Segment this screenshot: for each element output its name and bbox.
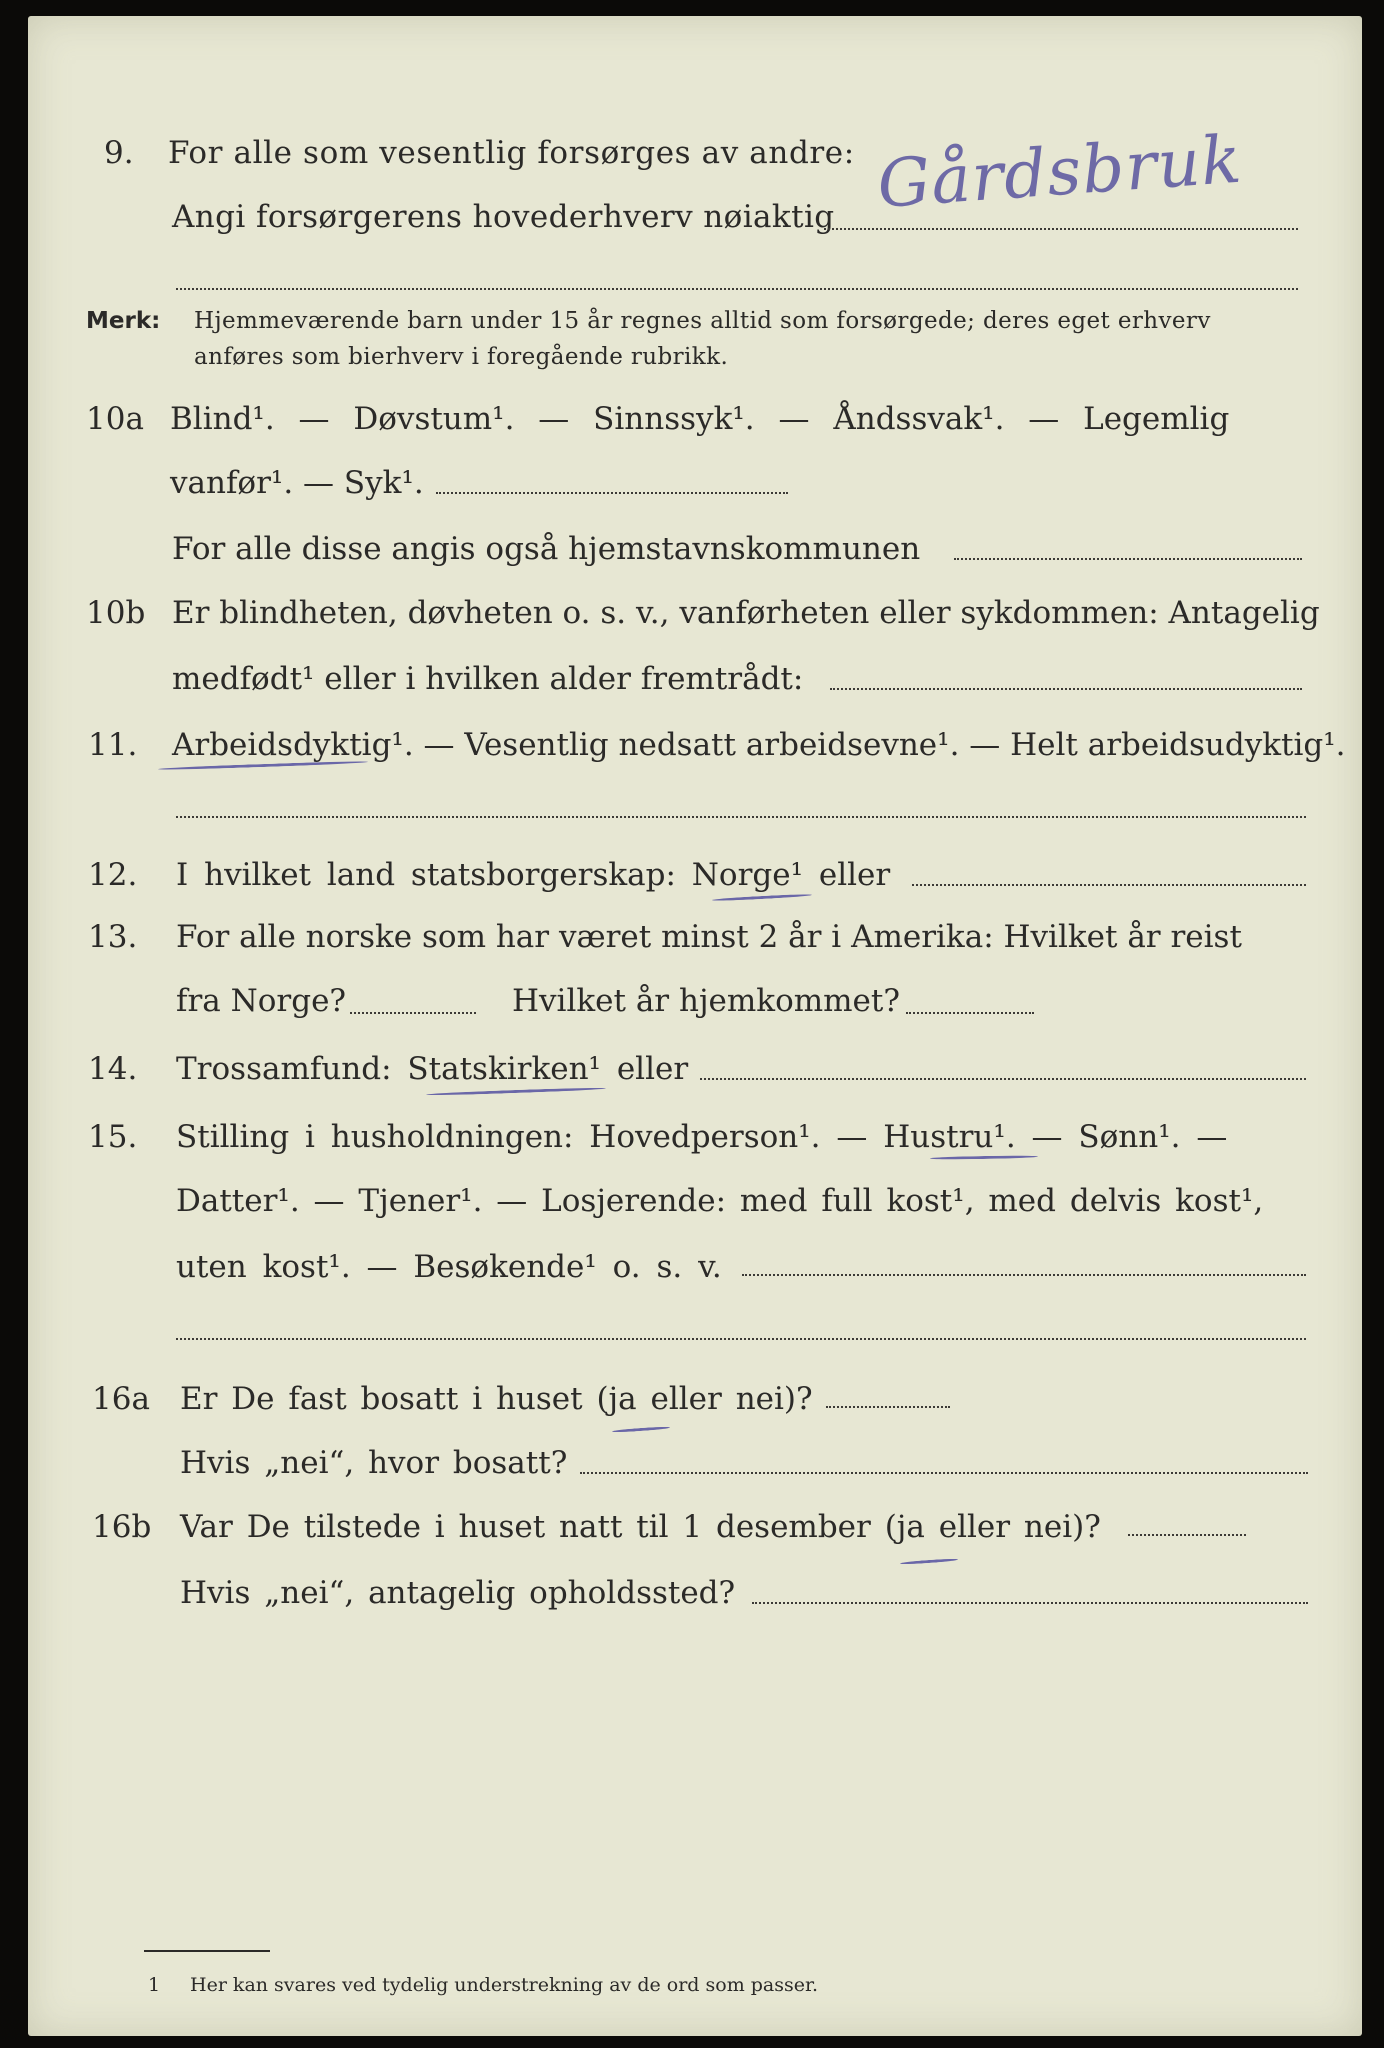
q16a-line1: Er De fast bosatt i huset (ja eller nei)? xyxy=(180,1381,813,1417)
q13-line2a: fra Norge? xyxy=(176,983,347,1019)
q14-answer-line xyxy=(700,1078,1306,1080)
q16b-line1: Var De tilstede i huset natt til 1 desember (ja eller nei)? xyxy=(180,1509,1101,1545)
q9-line1: For alle som vesentlig forsørges av andre: xyxy=(168,135,855,171)
q16a-line2: Hvis „nei“, hvor bosatt? xyxy=(180,1445,568,1481)
q16a-bosatt-line xyxy=(580,1472,1308,1474)
q13-hjemkommet-line xyxy=(906,1012,1034,1014)
q10a-line2: vanfør¹. — Syk¹. xyxy=(170,465,424,501)
footnote-mark: 1 xyxy=(148,1974,161,1996)
q9-line2: Angi forsørgerens hovederhverv nøiaktig xyxy=(172,199,835,235)
merk-line2: anføres som bierhverv i foregående rubrikk. xyxy=(194,344,729,370)
q10a-syk-line xyxy=(436,492,788,494)
q13-reist-line xyxy=(350,1012,476,1014)
q10b-line1: Er blindheten, døvheten o. s. v., vanførheten eller sykdommen: Antagelig xyxy=(172,595,1320,631)
q12-number: 12. xyxy=(88,857,138,893)
merk-label: Merk: xyxy=(86,308,161,334)
q15-line3: uten kost¹. — Besøkende¹ o. s. v. xyxy=(176,1249,722,1285)
q13-line1: For alle norske som har været minst 2 år i Amerika: Hvilket år reist xyxy=(176,919,1242,955)
q9-answer-line xyxy=(824,228,1298,230)
q16b-number: 16b xyxy=(92,1509,152,1545)
q10b-number: 10b xyxy=(86,595,146,631)
q13-number: 13. xyxy=(88,919,138,955)
q15-number: 15. xyxy=(88,1119,138,1155)
q11-extra-line xyxy=(176,816,1306,818)
q15-line1: Stilling i husholdningen: Hovedperson¹. — Hustru¹. — Sønn¹. — xyxy=(176,1119,1228,1155)
q9-number: 9. xyxy=(104,135,134,171)
q9-extra-line xyxy=(176,288,1298,290)
q15-extra-line xyxy=(176,1338,1306,1340)
footnote-text: Her kan svares ved tydelig understrekning av de ord som passer. xyxy=(190,1974,819,1996)
q16b-line2: Hvis „nei“, antagelig opholdssted? xyxy=(180,1575,736,1611)
q15-answer-line xyxy=(742,1274,1306,1276)
q12-line1: I hvilket land statsborgerskap: Norge¹ eller xyxy=(176,857,891,893)
q14-line1: Trossamfund: Statskirken¹ eller xyxy=(176,1051,689,1087)
q10a-line1: Blind¹. — Døvstum¹. — Sinnssyk¹. — Åndssvak¹. — Legemlig xyxy=(170,401,1230,437)
q16b-answer-line xyxy=(1128,1534,1246,1536)
q10a-hjemstavn-line xyxy=(954,558,1302,560)
q14-number: 14. xyxy=(88,1051,138,1087)
q16b-opholdssted-line xyxy=(752,1602,1308,1604)
q10a-line3: For alle disse angis også hjemstavnskommunen xyxy=(172,531,921,567)
q13-line2b: Hvilket år hjemkommet? xyxy=(512,983,900,1019)
q16a-number: 16a xyxy=(92,1381,150,1417)
q12-answer-line xyxy=(912,884,1306,886)
q11-number: 11. xyxy=(88,727,138,763)
q10b-line2: medfødt¹ eller i hvilken alder fremtrådt: xyxy=(172,661,804,697)
q16a-answer-line xyxy=(826,1406,950,1408)
q15-line2: Datter¹. — Tjener¹. — Losjerende: med full kost¹, med delvis kost¹, xyxy=(176,1183,1264,1219)
q10a-number: 10a xyxy=(86,401,144,437)
q9-handwritten-answer: Gårdsbruk xyxy=(874,120,1245,223)
merk-line1: Hjemmeværende barn under 15 år regnes alltid som forsørgede; deres eget erhverv xyxy=(194,308,1211,334)
footnote-rule xyxy=(144,1950,270,1952)
q11-line1: Arbeidsdyktig¹. — Vesentlig nedsatt arbeidsevne¹. — Helt arbeidsudyktig¹. xyxy=(172,727,1346,763)
q10b-answer-line xyxy=(830,688,1302,690)
